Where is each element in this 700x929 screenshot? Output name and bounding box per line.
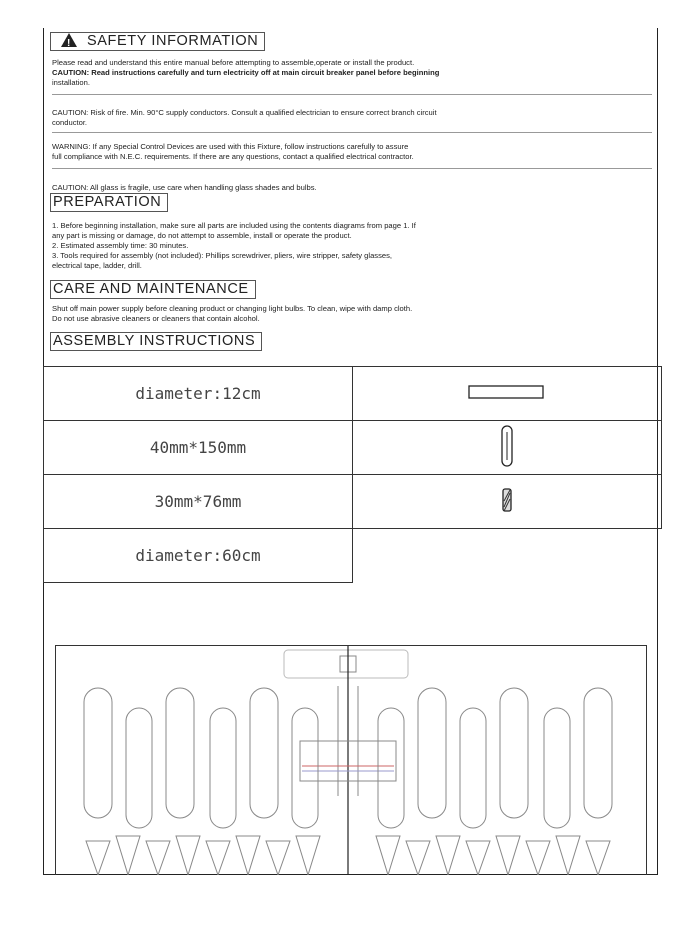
preparation-paragraph: 1. Before beginning installation, make sure all parts are included using the contents diagrams from page 1. If any part is missing or damage, do not attempt to assemble, install or operate the product. 2. Estimated assembly time: 30 minutes. 3. Tools required for assembly (not included): Phillips screwdriver, pliers, wire stripper, safety glasses, electrical tape, ladder, drill. [52, 221, 416, 270]
part-label: 40mm*150mm [44, 421, 353, 475]
table-row [44, 475, 662, 529]
safety-paragraph: Please read and understand this entire manual before attempting to assemble,operate or install the product. CAUTION: Read instructions carefully and turn electricity off at main circuit breaker panel before beginning installation. [52, 58, 440, 87]
rectangle-plate-icon [353, 367, 662, 421]
part-label: 30mm*76mm [44, 475, 353, 529]
parts-table [43, 366, 662, 583]
warning-paragraph: WARNING: If any Special Control Devices are used with this Fixture, follow instructions carefully to assure full compliance with N.E.C. requirements. If there are any questions, contact a qualified electrical contractor. [52, 142, 414, 161]
divider [52, 94, 652, 95]
part-label: diameter:60cm [44, 529, 353, 583]
safety-heading: !SAFETY INFORMATION [50, 32, 265, 51]
part-label: diameter:12cm [44, 367, 353, 421]
table-row [44, 529, 662, 583]
warning-triangle-icon [61, 33, 77, 47]
table-row [44, 367, 662, 421]
preparation-heading: PREPARATION [50, 193, 168, 212]
divider [52, 168, 652, 169]
divider [52, 132, 652, 133]
crystal-rod-icon [353, 475, 662, 529]
care-heading: CARE AND MAINTENANCE [50, 280, 256, 299]
caution-glass-paragraph: CAUTION: All glass is fragile, use care when handling glass shades and bulbs. [52, 183, 317, 192]
caution-fire-paragraph: CAUTION: Risk of fire. Min. 90°C supply conductors. Consult a qualified electrician to ensure correct branch circuit conductor. [52, 108, 437, 127]
glass-tube-icon [353, 421, 662, 475]
table-row [44, 421, 662, 475]
chandelier-diagram [55, 645, 647, 875]
care-paragraph: Shut off main power supply before cleaning product or changing light bulbs. To clean, wipe with damp cloth. Do not use abrasive cleaners or cleaners that contain alcohol. [52, 304, 413, 323]
assembly-heading: ASSEMBLY INSTRUCTIONS [50, 332, 262, 351]
